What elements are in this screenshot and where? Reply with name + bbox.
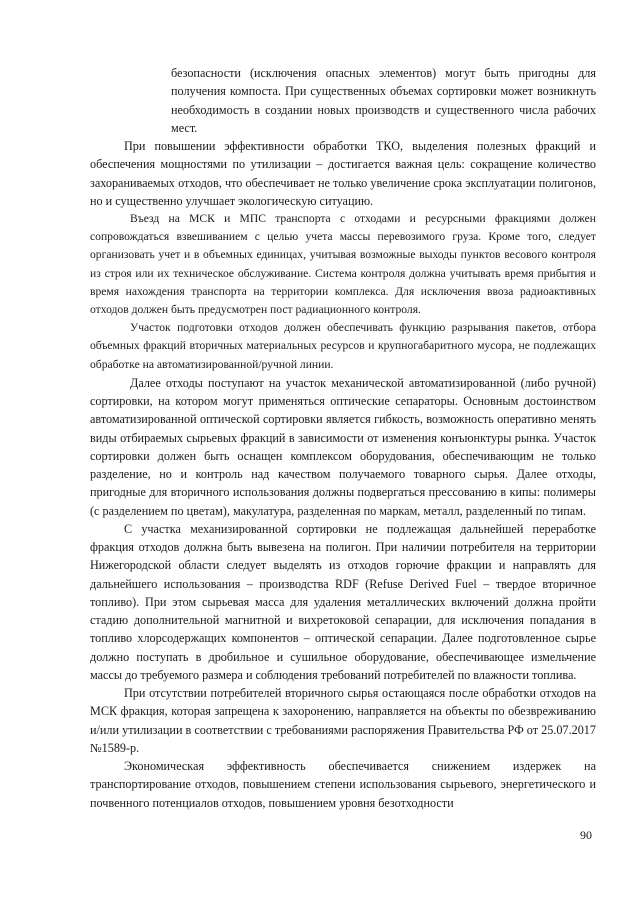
- body-text: [90, 64, 596, 812]
- page-number: 90: [580, 828, 592, 842]
- paragraph-sorting: Далее отходы поступают на участок механической автоматизированной (либо ручной) сортировки, на котором могут применяться оптические сепараторы. Основным достоинством автоматизированной оптической сортировки является гибкость, возможность оперативно менять виды отбираемых сырьевых фракций в зависимости от изменения конъюнктуры рынка. Участок сортировки должен быть оснащен комплексом оборудования, обеспечивающим не только разделение, но и контроль над качеством получаемого товарного сырья. Далее отходы, пригодные для вторичного использования должны подвергаться прессованию в кипы: полимеры (с разделением по цветам), макулатура, разделенная по маркам, металл, разделенный по типам.: [90, 375, 596, 518]
- paragraph-rdf: С участка механизированной сортировки не подлежащая дальнейшей переработке фракция отходов должна быть вывезена на полигон. При наличии потребителя на территории Нижегородской области следует выделять из отходов горючие фракции и направлять для дальнейшего использования – производства RDF (Refuse Derived Fuel – твердое вторичное топливо). При этом сырьевая масса для удаления металлических включений должна пройти стадию дополнительной магнитной и вихретоковой сепарации, для исключения попадания в топливо хлорсодержащих компонентов – оптической сепарации. Далее подготовленное сырье должно поступать в дробильное и сушильное оборудование, обеспечивающее измельчение массы до требуемого размера и соблюдения требований потребителей по влажности топлива.: [90, 521, 596, 682]
- paragraph-efficiency: При повышении эффективности обработки ТКО, выделения полезных фракций и обеспечения мощностями по утилизации – достигается важная цель: сокращение количество захораниваемых отходов, что обеспечивает не только увеличение срока эксплуатации полигонов, но и существенно улучшает экологическую ситуацию.: [90, 139, 596, 208]
- paragraph-compost: безопасности (исключения опасных элементов) могут быть пригодны для получения компоста. При существенных объемах сортировки может возникнуть необходимость в создании новых производств и существенного числа рабочих мест.: [171, 66, 596, 135]
- paragraph-preparation: Участок подготовки отходов должен обеспечивать функцию разрывания пакетов, отбора объемных фракций вторичных материальных ресурсов и крупногабаритного мусора, не подлежащих обработке на автоматизированной/ручной линии.: [90, 321, 596, 371]
- paragraph-weighing: Въезд на МСК и МПС транспорта с отходами и ресурсными фракциями должен сопровождаться взвешиванием с целью учета массы перевозимого груза. Кроме того, следует организовать учет и в объемных единицах, учитывая возможные выходы пунктов весового контроля из строя или их техническое обслуживание. Система контроля должна учитывать время прибытия и время нахождения транспорта на территории комплекса. Для исключения ввоза радиоактивных отходов должен быть предусмотрен пост радиационного контроля.: [90, 212, 596, 317]
- paragraph-economic: Экономическая эффективность обеспечивается снижением издержек на транспортирование отходов, повышением степени использования сырьевого, энергетического и почвенного потенциалов отходов, повышением уровня безотходности: [90, 759, 596, 810]
- paragraph-no-consumers: При отсутствии потребителей вторичного сырья остающаяся после обработки отходов на МСК фракция, которая запрещена к захоронению, направляется на объекты по обезвреживанию и/или утилизации в соответствии с требованиями распоряжения Правительства РФ от 25.07.2017 №1589-р.: [90, 686, 596, 755]
